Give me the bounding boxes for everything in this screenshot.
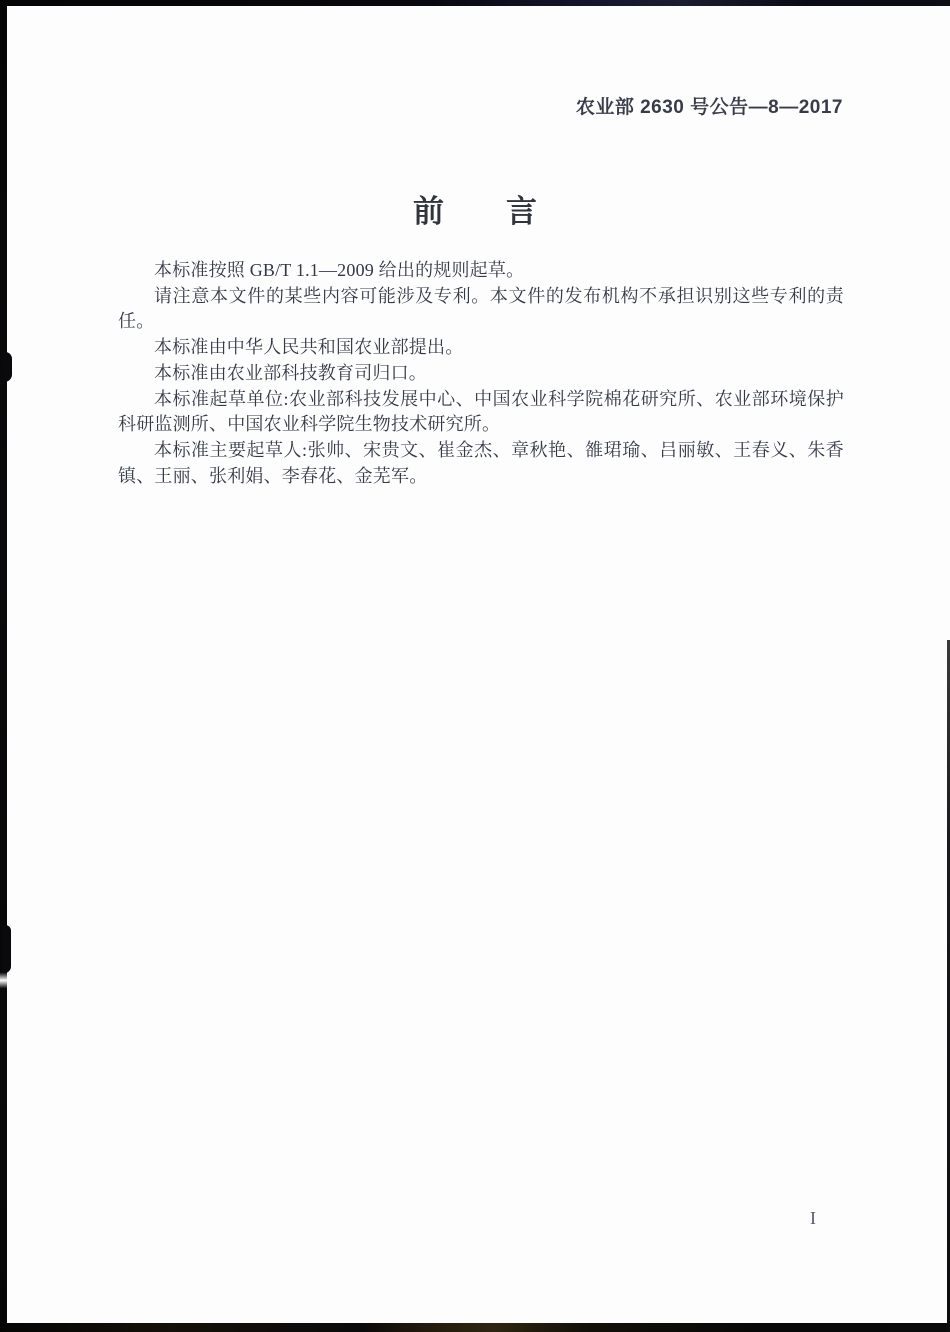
scan-artifact-ink-blob [2, 925, 11, 973]
scan-artifact-ink-blob [2, 352, 12, 382]
paragraph-main-drafters: 本标准主要起草人:张帅、宋贵文、崔金杰、章秋艳、雒珺瑜、吕丽敏、王春义、朱香镇、王丽、张利娟、李春花、金芜军。 [118, 439, 844, 486]
document-code-header: 农业部 2630 号公告—8—2017 [575, 97, 843, 118]
page-number: I [810, 1208, 816, 1228]
paragraph-patent-notice: 请注意本文件的某些内容可能涉及专利。本文件的发布机构不承担识别这些专利的责任。 [118, 285, 844, 332]
foreword-body [118, 258, 844, 489]
paragraph-under-jurisdiction: 本标准由农业部科技教育司归口。 [154, 362, 427, 383]
foreword-title: 前 言 [413, 194, 537, 229]
scan-artifact-top-edge [0, 0, 950, 6]
paragraph-proposed-by: 本标准由中华人民共和国农业部提出。 [154, 337, 464, 358]
scan-artifact-bottom-edge [0, 1323, 950, 1332]
paragraph-drafting-organizations: 本标准起草单位:农业部科技发展中心、中国农业科学院棉花研究所、农业部环境保护科研监测所、中国农业科学院生物技术研究所。 [118, 388, 844, 435]
paragraph-drafting-rules: 本标准按照 GB/T 1.1—2009 给出的规则起草。 [154, 260, 525, 280]
